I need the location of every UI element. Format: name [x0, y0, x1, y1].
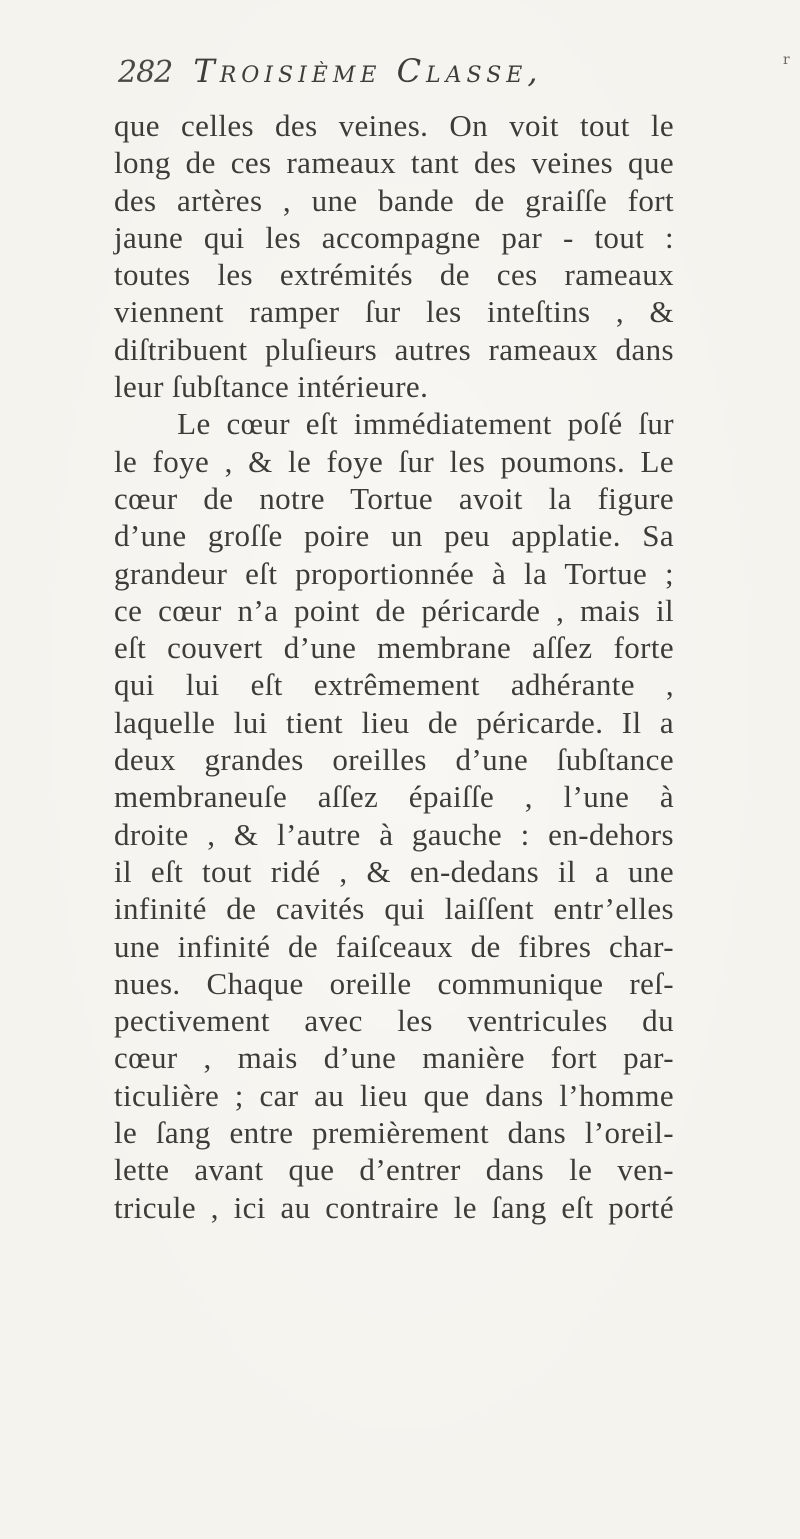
text-line: nues. Chaque oreille communique reſ- — [114, 965, 674, 1001]
text-line: ce cœur n’a point de péricarde , mais il — [114, 592, 674, 628]
page-header — [118, 52, 658, 102]
text-line: lette avant que d’entrer dans le ven- — [114, 1152, 674, 1188]
text-line: eſt couvert d’une membrane aſſez forte — [114, 630, 674, 666]
text-line: grandeur eſt proportionnée à la Tortue ; — [114, 555, 674, 591]
text-line: laquelle lui tient lieu de péricarde. Il a — [114, 704, 674, 740]
text-line: que celles des veines. On voit tout le — [114, 108, 674, 143]
text-line: droite , & l’autre à gauche : en-dehors — [114, 816, 674, 852]
text-line: ticulière ; car au lieu que dans l’homme — [114, 1077, 674, 1113]
text-line: leur ſubſtance intérieure. — [114, 369, 429, 405]
text-line: deux grandes oreilles d’une ſubſtance — [114, 742, 674, 778]
text-line: long de ces rameaux tant des veines que — [114, 145, 674, 181]
margin-mark: r — [783, 52, 790, 68]
text-line: pectivement avec les ventricules du — [114, 1003, 674, 1039]
text-line: une infinité de faiſceaux de fibres char- — [114, 928, 674, 964]
text-line: viennent ramper ſur les inteſtins , & — [114, 294, 674, 330]
text-line: le foye , & le foye ſur les poumons. Le — [114, 443, 674, 479]
text-line: diſtribuent pluſieurs autres rameaux dans — [114, 331, 674, 367]
text-line: cœur , mais d’une manière fort par- — [114, 1040, 674, 1076]
page-number: 282 — [118, 55, 173, 90]
text-line: le ſang entre premièrement dans l’oreil- — [114, 1115, 674, 1151]
text-line: membraneuſe aſſez épaiſſe , l’une à — [114, 779, 674, 815]
text-line: infinité de cavités qui laiſſent entr’elles — [114, 891, 674, 927]
text-line: cœur de notre Tortue avoit la figure — [114, 480, 674, 516]
text-line: il eſt tout ridé , & en-dedans il a une — [114, 853, 674, 889]
text-line: d’une groſſe poire un peu applatie. Sa — [114, 518, 674, 554]
text-line: des artères , une bande de graiſſe fort — [114, 182, 674, 218]
text-line: Le cœur eſt immédiatement poſé ſur — [114, 406, 674, 442]
running-head: Troisième Classe, — [193, 52, 543, 90]
text-line: qui lui eſt extrêmement adhérante , — [114, 667, 674, 703]
text-line: jaune qui les accompagne par - tout : — [114, 219, 674, 255]
text-line: tricule , ici au contraire le ſang eſt porté — [114, 1189, 674, 1225]
body-text — [114, 107, 674, 1226]
text-line: toutes les extrémités de ces rameaux — [114, 257, 674, 293]
